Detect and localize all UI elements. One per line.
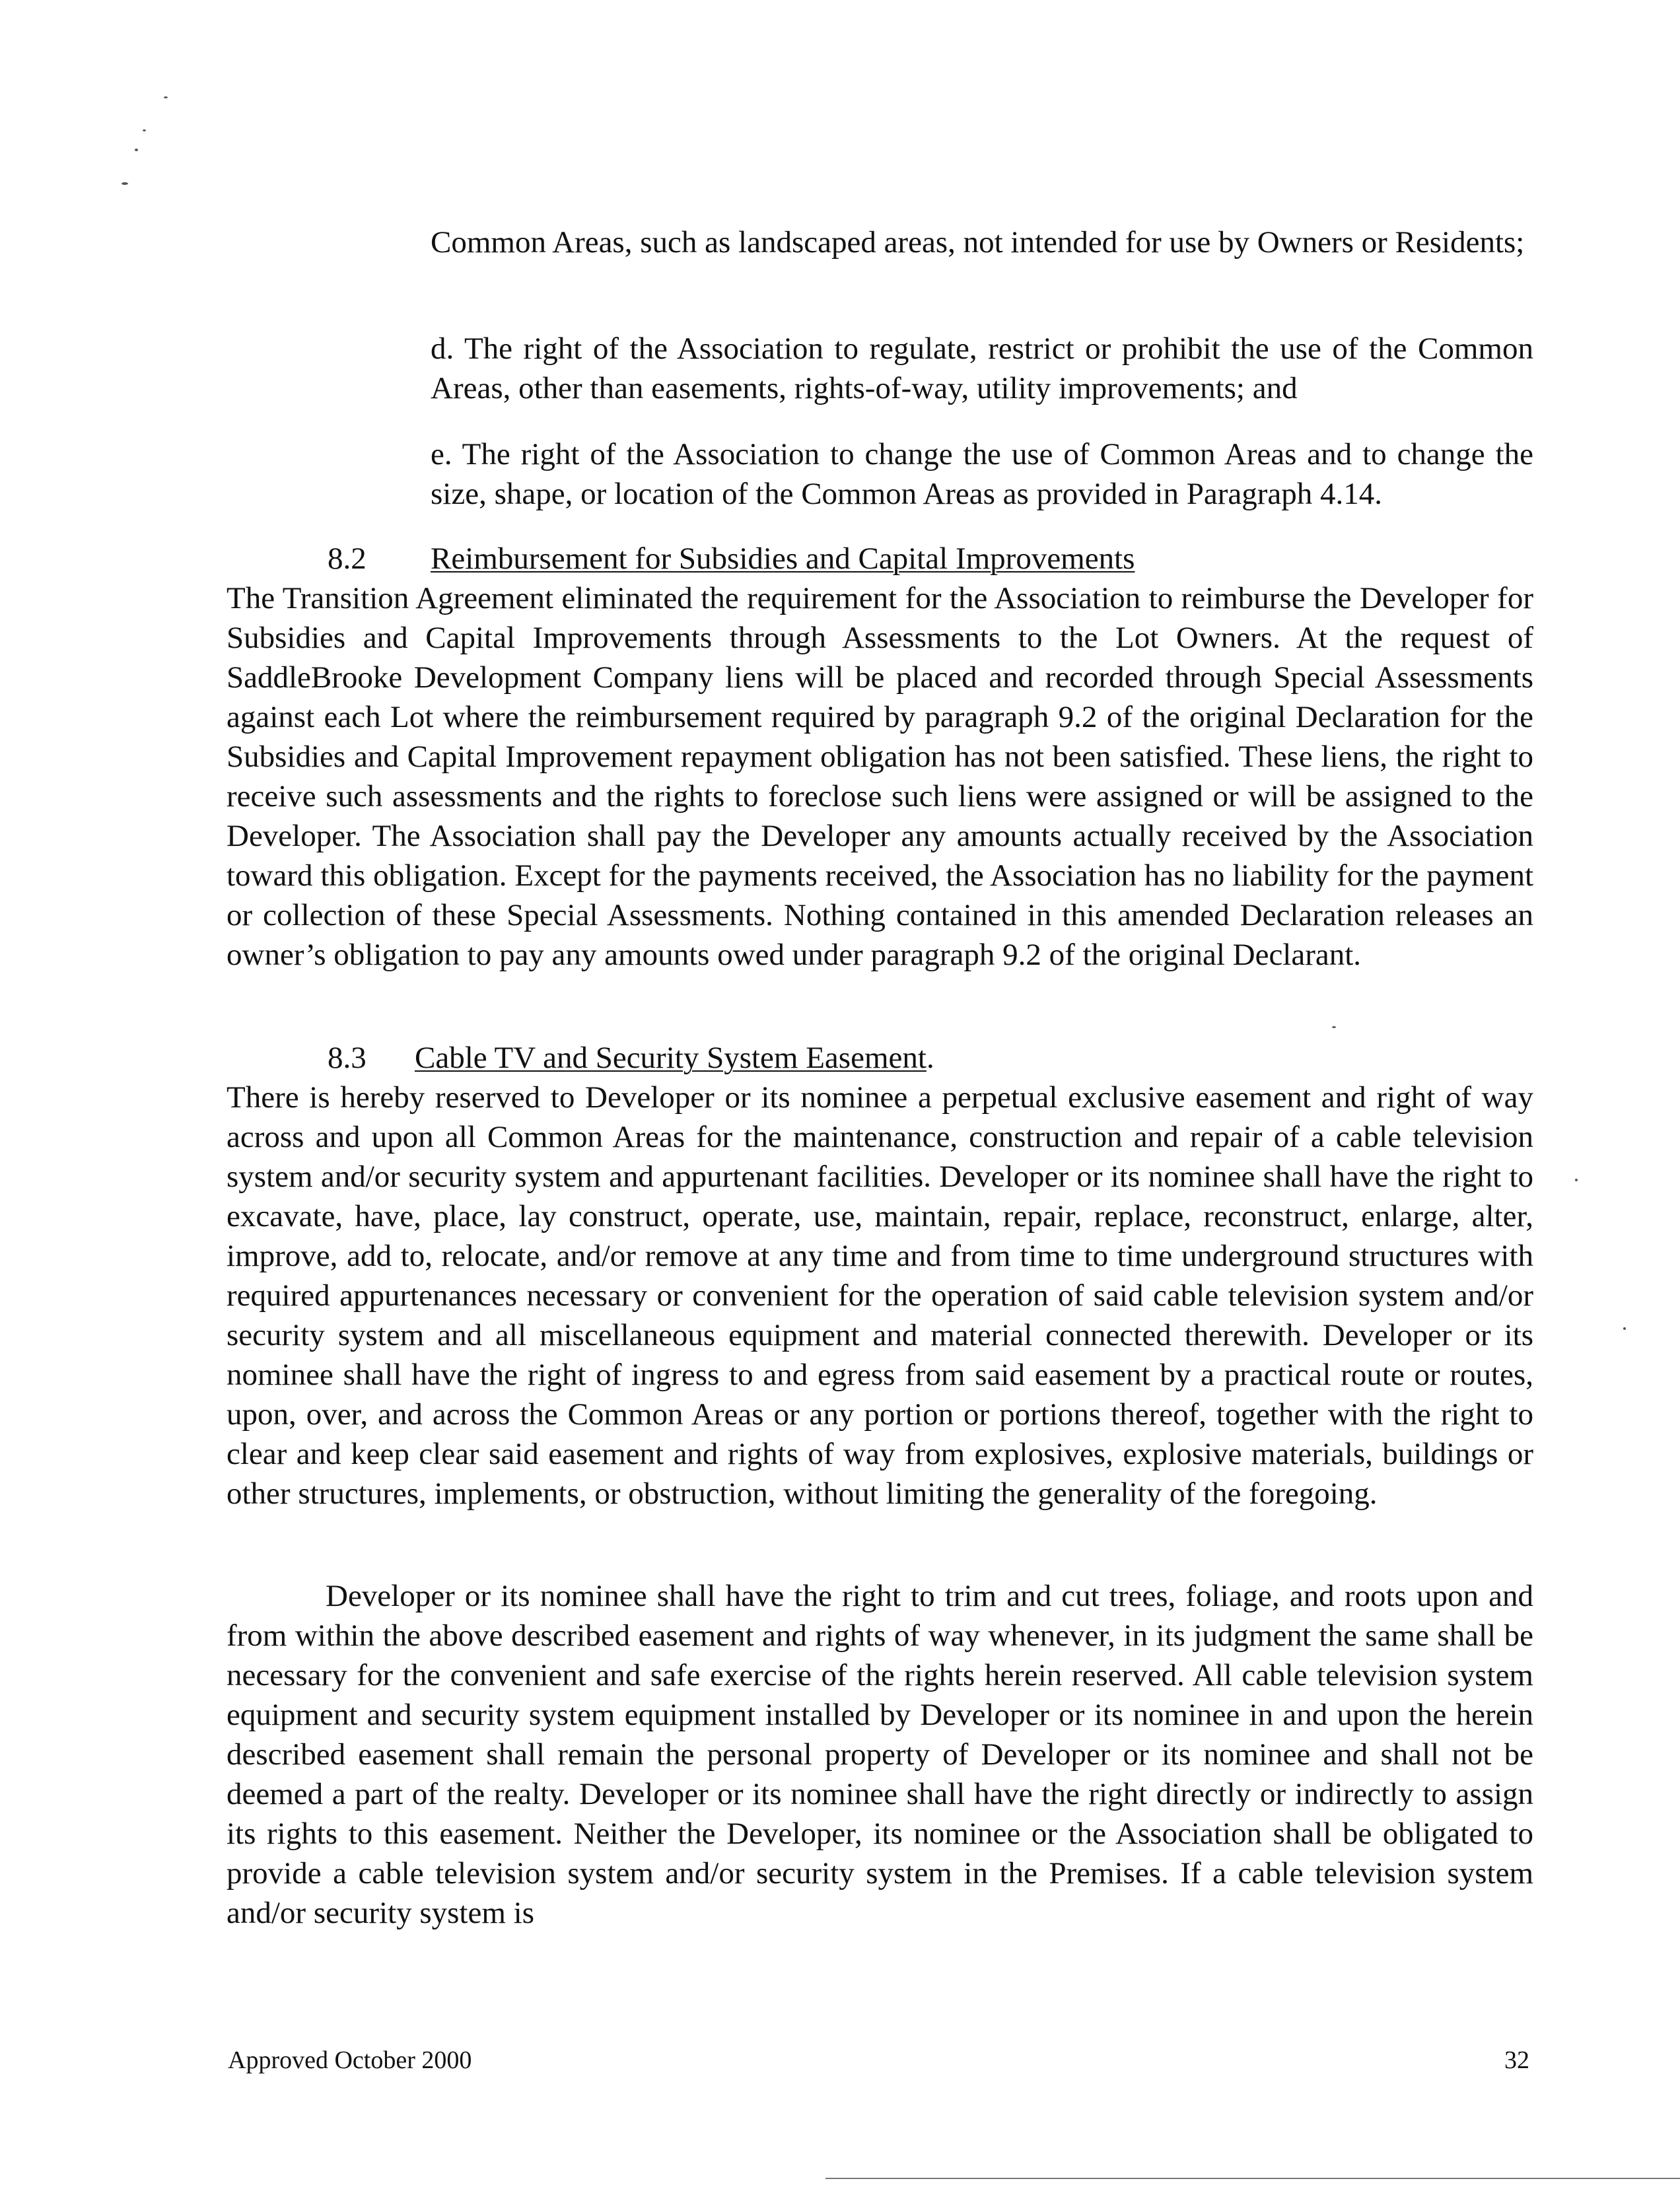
scan-speck [1623,1327,1626,1330]
section-8-3-body: There is hereby reserved to Developer or its nominee a perpetual exclusive easement and right of way across and upon all Common Areas for the maintenance, construction and repair of a cable television system and/or security system and appurtenant facilities. Developer or its nominee shall have the right to excavate, have, place, lay construct, operate, use, maintain, repair, replace, reconstruct, enlarge, alter, improve, add to, relocate, and/or remove at any time and from time to time underground structures with required appurtenances necessary or convenient for the operation of said cable television system and/or security system and all miscellaneous equipment and material connected therewith. Developer or its nominee shall have the right of ingress to and egress from said easement by a practical route or routes, upon, over, and across the Common Areas or any portion or portions thereof, together with the right to clear and keep clear said easement and rights of way from explosives, explosive materials, buildings or other structures, implements, or obstruction, without limiting the generality of the foregoing. [227,1080,1533,1511]
list-item-c-continuation: Common Areas, such as landscaped areas, not intended for use by Owners or Residents; [431,225,1525,260]
section-8-2-heading [328,539,1135,578]
section-8-3-title-suffix: . [926,1041,934,1075]
footer-page-number: 32 [1504,2046,1529,2074]
section-8-3-heading [328,1038,934,1078]
scan-speck [143,129,146,131]
scan-speck [164,96,168,98]
list-item-d: d. The right of the Association to regulate, restrict or prohibit the use of the Common Areas, other than easements, rights-of-way, utility improvements; and [431,331,1533,405]
scan-speck [1332,1026,1336,1028]
section-8-2-number: 8.2 [328,541,367,576]
section-8-3-title: Cable TV and Security System Easement [415,1041,927,1075]
scan-speck [135,149,138,151]
bottom-scan-line [825,2178,1680,2179]
scan-speck [122,182,128,185]
section-8-2-title: Reimbursement for Subsidies and Capital Improvements [431,541,1135,576]
scan-speck [1575,1179,1578,1181]
section-8-3-number: 8.3 [328,1041,367,1075]
section-8-2-body: The Transition Agreement eliminated the requirement for the Association to reimburse the Developer for Subsidies and Capital Improvements through Assessments to the Lot Owners. At the request of SaddleBrooke Development Company liens will be placed and recorded through Special Assessments against each Lot where the reimbursement required by paragraph 9.2 of the original Declaration for the Subsidies and Capital Improvement repayment obligation has not been satisfied. These liens, the right to receive such assessments and the rights to foreclose such liens were assigned or will be assigned to the Developer. The Association shall pay the Developer any amounts actually received by the Association toward this obligation. Except for the payments received, the Association has no liability for the payment or collection of these Special Assessments. Nothing contained in this amended Declaration releases an owner’s obligation to pay any amounts owed under paragraph 9.2 of the original Declarant. [227,581,1533,972]
list-item-e: e. The right of the Association to change the use of Common Areas and to change the size, shape, or location of the Common Areas as provided in Paragraph 4.14. [431,437,1533,511]
footer-approved-date: Approved October 2000 [228,2046,472,2074]
section-8-3-body-continued: Developer or its nominee shall have the right to trim and cut trees, foliage, and roots upon and from within the above described easement and rights of way whenever, in its judgment the same shall be necessary for the convenient and safe exercise of the rights herein reserved. All cable television system equipment and security system equipment installed by Developer or its nominee in and upon the herein described easement shall remain the personal property of Developer or its nominee and shall not be deemed a part of the realty. Developer or its nominee shall have the right directly or indirectly to assign its rights to this easement. Neither the Developer, its nominee or the Association shall be obligated to provide a cable television system and/or security system in the Premises. If a cable television system and/or security system is [227,1579,1533,1930]
